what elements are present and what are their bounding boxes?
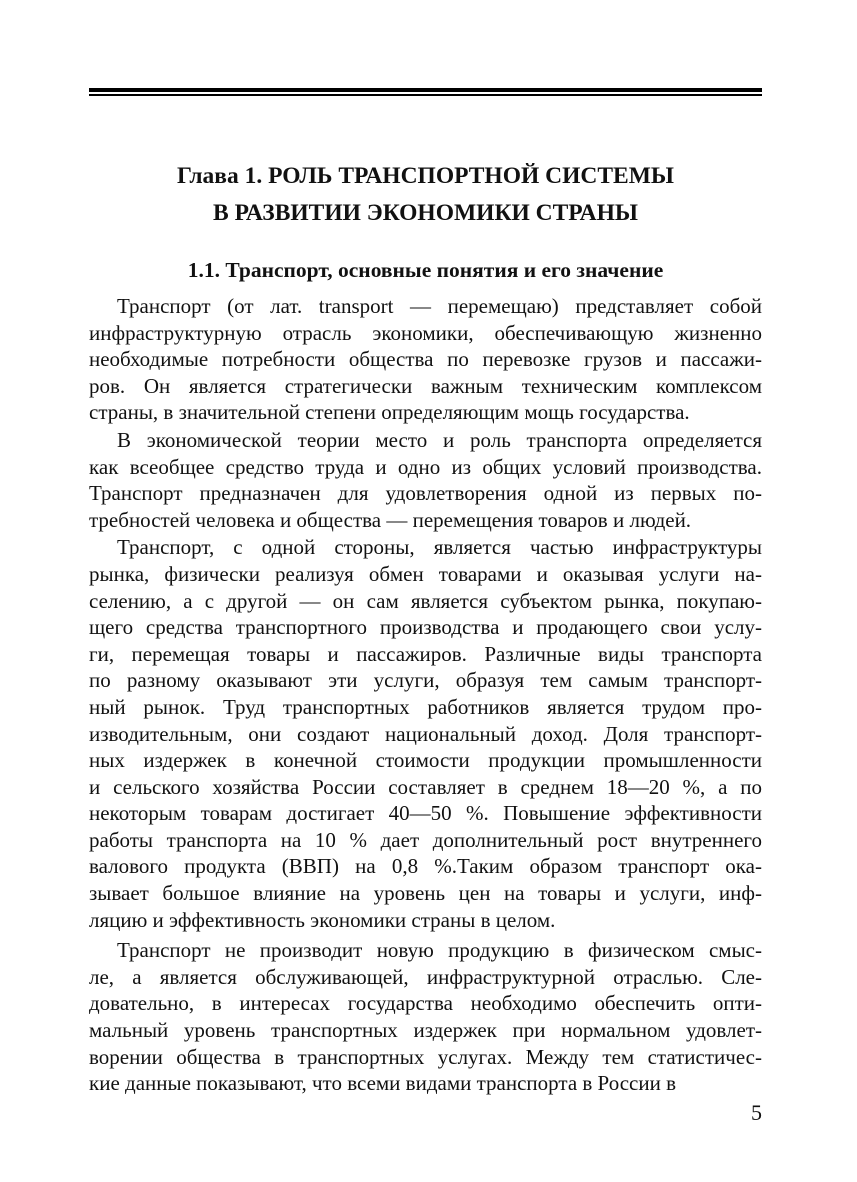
paragraph (89, 534, 762, 933)
text-line: ляцию и эффективность экономики страны в целом. (89, 907, 556, 932)
text-line: как всеобщее средство труда и одно из общих условий производства. (89, 454, 762, 479)
text-line: некоторым товарам достигает 40—50 %. Повышение эффективности (89, 801, 762, 826)
chapter-title-line: В РАЗВИТИИ ЭКОНОМИКИ СТРАНЫ (213, 200, 638, 226)
text-line: ных издержек в конечной стоимости продукции промышленности (89, 748, 762, 773)
text-line: селению, а с другой — он сам является субъектом рынка, покупаю- (89, 588, 762, 613)
chapter-title (89, 158, 762, 232)
text-line: ров. Он является стратегически важным техническим комплексом (89, 373, 762, 398)
text-line: страны, в значительной степени определяющим мощь государства. (89, 400, 690, 425)
text-line: и сельского хозяйства России составляет в среднем 18—20 %, а по (89, 774, 762, 799)
page-number: 5 (751, 1100, 762, 1125)
text-line: зывает большое влияние на уровень цен на товары и услуги, инф- (89, 881, 762, 906)
text-line: В экономической теории место и роль транспорта определяется (117, 427, 762, 452)
text-line: инфраструктурную отрасль экономики, обеспечивающую жизненно (89, 320, 762, 345)
body-text (89, 293, 762, 1097)
section-title: 1.1. Транспорт, основные понятия и его значение (187, 258, 664, 282)
text-line: довательно, в интересах государства необходимо обеспечить опти- (89, 991, 762, 1016)
text-line: Транспорт (от лат. transport — перемещаю) представляет собой (117, 294, 762, 318)
paragraph (89, 293, 762, 426)
text-line: Транспорт, с одной стороны, является частью инфраструктуры (117, 535, 762, 560)
text-line: мальный уровень транспортных издержек при нормальном удовлет- (89, 1018, 762, 1043)
text-line: ворении общества в транспортных услугах. Между тем статистичес- (89, 1044, 762, 1069)
text-line: кие данные показывают, что всеми видами транспорта в России в (89, 1071, 677, 1096)
text-line: необходимые потребности общества по перевозке грузов и пассажи- (89, 347, 762, 372)
header-rule-thin (89, 94, 762, 96)
text-line: валового продукта (ВВП) на 0,8 %.Таким образом транспорт ока- (89, 854, 762, 879)
text-line: работы транспорта на 10 % дает дополнительный рост внутреннего (89, 827, 762, 852)
text-line: Транспорт не производит новую продукцию в физическом смыс- (117, 938, 762, 963)
paragraph (89, 937, 762, 1097)
text-line: ле, а является обслуживающей, инфраструктурной отраслью. Сле- (89, 964, 762, 989)
paragraph (89, 427, 762, 533)
text-line: по разному оказывают эти услуги, образуя тем самым транспорт- (89, 668, 762, 693)
text-line: Транспорт предназначен для удовлетворения одной из первых по- (89, 481, 762, 506)
text-line: требностей человека и общества — перемещения товаров и людей. (89, 507, 692, 532)
text-line: рынка, физически реализуя обмен товарами и оказывая услуги на- (89, 561, 762, 586)
text-line: щего средства транспортного производства и продающего свои услу- (89, 615, 762, 640)
chapter-title-line: Глава 1. РОЛЬ ТРАНСПОРТНОЙ СИСТЕМЫ (177, 163, 674, 189)
header-rule-thick (89, 88, 762, 92)
text-line: ный рынок. Труд транспортных работников является трудом про- (89, 694, 762, 719)
text-line: ги, перемещая товары и пассажиров. Различные виды транспорта (89, 641, 762, 666)
text-line: изводительным, они создают национальный доход. Доля транспорт- (89, 721, 762, 746)
